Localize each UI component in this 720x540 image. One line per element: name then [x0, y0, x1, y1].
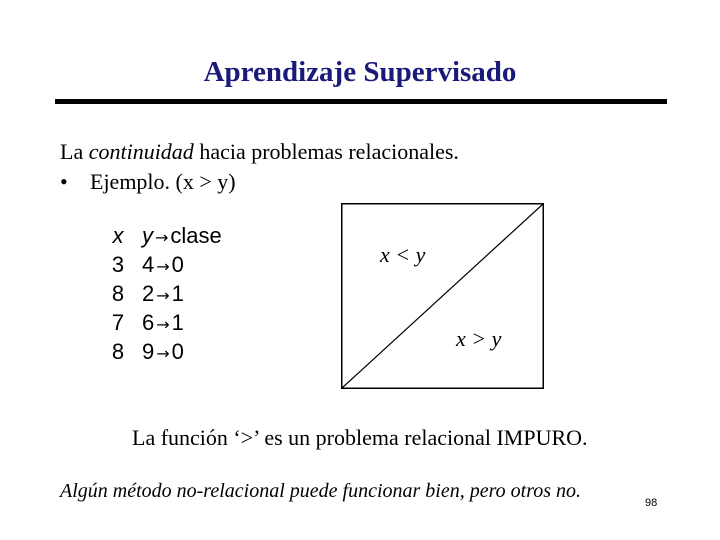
header-class: clase — [170, 223, 222, 248]
intro-suffix: hacia problemas relacionales. — [193, 139, 459, 164]
cell-class: 0 — [171, 339, 184, 364]
decision-boundary-diagram — [341, 203, 544, 389]
diagonal-boundary — [342, 204, 543, 388]
cell-y: 4 — [142, 252, 155, 277]
cell-class: 1 — [171, 310, 184, 335]
cell-y: 6 — [142, 310, 155, 335]
page-number: 98 — [645, 497, 658, 509]
footer-note: Algún método no-relacional puede funcionar bien, pero otros no. — [60, 480, 582, 502]
slide-title: Aprendizaje Supervisado — [203, 56, 517, 88]
intro-emphasis: continuidad — [88, 139, 194, 164]
title-divider — [55, 99, 667, 104]
header-y: y — [142, 223, 153, 248]
arrow-icon: → — [156, 257, 170, 276]
example-table — [100, 222, 222, 367]
cell-class: 1 — [171, 281, 184, 306]
cell-y: 9 — [142, 339, 155, 364]
table-row — [100, 309, 222, 338]
intro-line — [60, 137, 459, 167]
intro-prefix: La — [60, 139, 89, 164]
table-row — [100, 338, 222, 367]
cell-x: 7 — [111, 310, 125, 335]
cell-x: 8 — [111, 281, 125, 306]
region-label-lower: x > y — [456, 326, 502, 351]
header-x: x — [112, 223, 124, 248]
table-row — [100, 251, 222, 280]
arrow-icon: → — [156, 286, 170, 305]
region-label-upper: x < y — [380, 242, 426, 267]
impure-note: La función ‘>’ es un problema relacional IMPURO. — [132, 425, 588, 450]
cell-x: 3 — [111, 252, 125, 277]
arrow-icon: → — [156, 344, 170, 363]
cell-class: 0 — [171, 252, 184, 277]
cell-x: 8 — [111, 339, 125, 364]
arrow-icon: → — [155, 228, 169, 247]
table-row — [100, 280, 222, 309]
arrow-icon: → — [156, 315, 170, 334]
table-header — [100, 222, 222, 251]
bullet-symbol: • — [60, 169, 68, 194]
bullet-example — [60, 167, 459, 197]
bullet-text: Ejemplo. (x > y) — [90, 169, 236, 194]
intro-text — [60, 137, 459, 197]
cell-y: 2 — [142, 281, 155, 306]
